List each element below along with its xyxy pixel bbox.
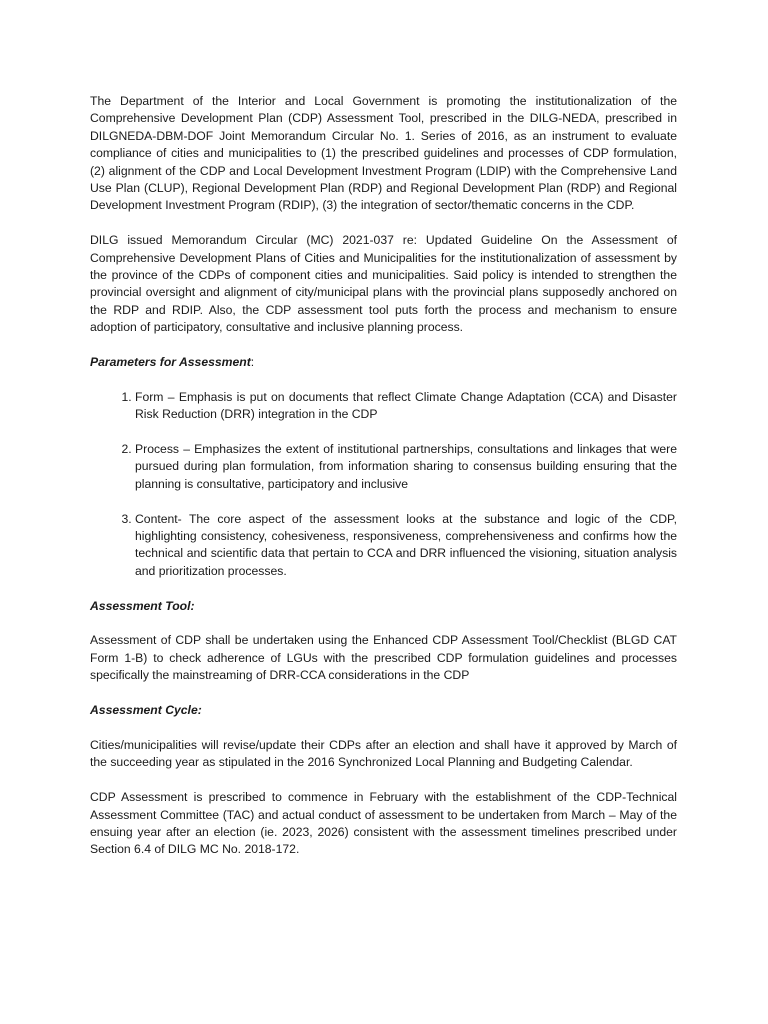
assessment-cycle-paragraph-2: CDP Assessment is prescribed to commence in February with the establishment of the CDP-Technical Assessment Committee (TAC) and actual conduct of assessment to be undertaken from March – May of the ensuing year after an election (ie. 2023, 2026) consistent with the assessment timelines prescribed under Section 6.4 of DILG MC No. 2018-172. xyxy=(90,790,677,857)
parameters-list xyxy=(90,389,677,580)
parameter-item-content: 3. Content- The core aspect of the assessment looks at the substance and logic of the CDP, highlighting consistency, cohesiveness, responsiveness, comprehensiveness and confirms how the technical and scientific data that pertain to CCA and DRR influenced the visioning, situation analysis and prioritization processes. xyxy=(135,511,677,581)
assessment-cycle-paragraph-1: Cities/municipalities will revise/update their CDPs after an election and shall have it approved by March of the succeeding year as stipulated in the 2016 Synchronized Local Planning and Budgeting Calendar. xyxy=(90,737,677,770)
intro-paragraph: The Department of the Interior and Local Government is promoting the institutionalization of the Comprehensive Development Plan (CDP) Assessment Tool, prescribed in the DILG-NEDA, prescribed in DILGNEDA-DBM-DOF Joint Memorandum Circular No. 1. Series of 2016, as an instrument to evaluate compliance of cities and municipalities to (1) the prescribed guidelines and processes of CDP formulation, (2) alignment of the CDP and Local Development Investment Program (LDIP) with the Comprehensive Land Use Plan (CLUP), Regional Development Plan (RDP) and Regional Development Plan (RDP) and Regional Development Investment Program (RDIP), (3) the integration of sector/thematic concerns in the CDP. xyxy=(90,94,677,213)
assessment-tool-paragraph: Assessment of CDP shall be undertaken using the Enhanced CDP Assessment Tool/Checklist (BLGD CAT Form 1-B) to check adherence of LGUs with the prescribed CDP formulation guidelines and processes specifically the mainstreaming of DRR-CCA considerations in the CDP xyxy=(90,633,677,683)
parameters-heading-text: Parameters for Assessment xyxy=(90,355,251,370)
parameters-heading xyxy=(90,354,677,371)
parameter-item-process: 2. Process – Emphasizes the extent of institutional partnerships, consultations and linkages that were pursued during plan formulation, from information sharing to consensus building ensuring that the planning is consultative, participatory and inclusive xyxy=(135,441,677,493)
assessment-cycle-heading: Assessment Cycle: xyxy=(90,703,202,718)
parameters-heading-colon: : xyxy=(250,355,255,370)
parameter-item-form: 1. Form – Emphasis is put on documents that reflect Climate Change Adaptation (CCA) and Disaster Risk Reduction (DRR) integration in the CDP xyxy=(135,389,677,424)
document-page xyxy=(90,93,677,876)
memo-paragraph: DILG issued Memorandum Circular (MC) 2021-037 re: Updated Guideline On the Assessment of Comprehensive Development Plans of Cities and Municipalities for the institutionalization of assessment by the province of the CDPs of component cities and municipalities. Said policy is intended to strengthen the provincial oversight and alignment of city/municipal plans with the provincial plans supposedly anchored on the RDP and RDIP. Also, the CDP assessment tool puts forth the process and mechanism to ensure adoption of participatory, consultative and inclusive planning process. xyxy=(90,233,677,335)
assessment-tool-heading: Assessment Tool: xyxy=(90,598,195,613)
